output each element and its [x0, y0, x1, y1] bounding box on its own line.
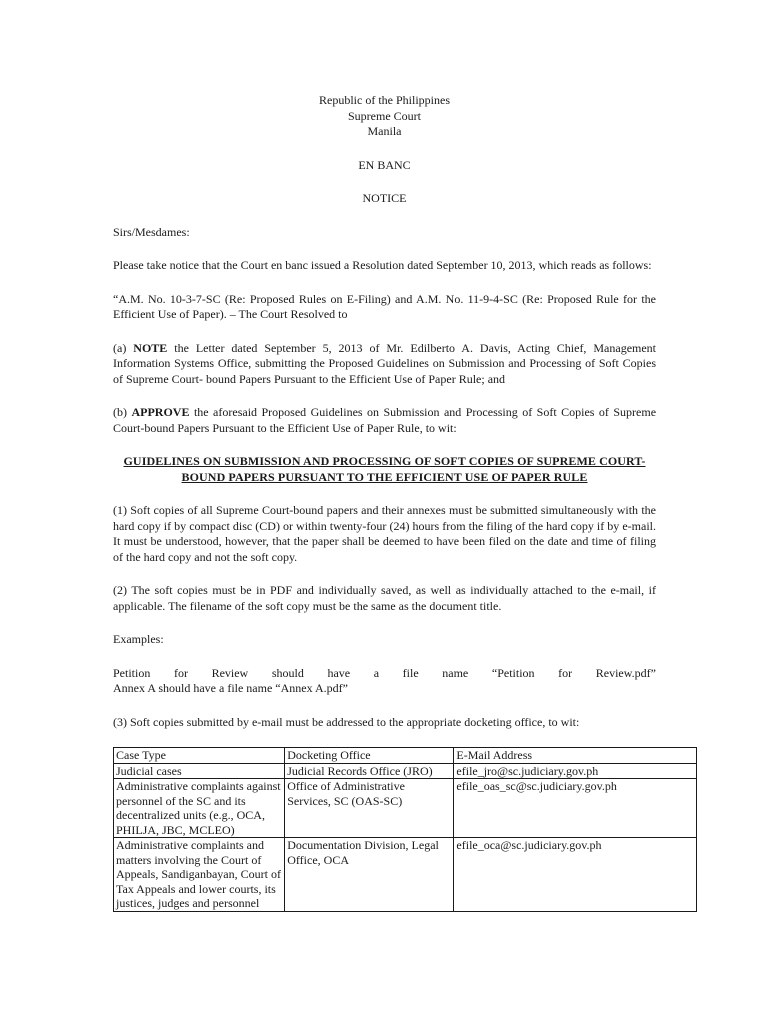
- en-banc-heading: EN BANC: [358, 157, 411, 172]
- notice-heading: NOTICE: [362, 191, 407, 205]
- paragraph-2: (2) The soft copies must be in PDF and individually saved, as well as individually attached to the e-mail, if applicable. The filename of the soft copy must be the same as the document title.: [113, 583, 656, 613]
- table-cell: Judicial Records Office (JRO): [285, 763, 454, 779]
- header-republic: Republic of the Philippines: [319, 93, 450, 107]
- paragraph-1: (1) Soft copies of all Supreme Court-bound papers and their annexes must be submitted simultaneously with the hard copy if by compact disc (CD) or within twenty-four (24) hours from the filing of the hard copy if by e-mail. It must be understood, however, that the paper shall be deemed to have been filed on the date and time of filing of the hard copy and not the soft copy.: [113, 503, 656, 564]
- item-a-bold: NOTE: [133, 340, 168, 355]
- item-a-paragraph: [113, 341, 656, 388]
- header-supreme-court: Supreme Court: [348, 108, 421, 123]
- resolution-quote: “A.M. No. 10-3-7-SC (Re: Proposed Rules on E-Filing) and A.M. No. 11-9-4-SC (Re: Proposed Rule for the Efficient Use of Paper). – The Court Resolved to: [113, 291, 656, 321]
- table-header-cell: E-Mail Address: [454, 748, 697, 764]
- intro-paragraph: Please take notice that the Court en banc issued a Resolution dated September 10, 2013, which reads as follows:: [113, 258, 652, 272]
- example-1-word: name: [442, 665, 469, 680]
- paragraph-3: (3) Soft copies submitted by e-mail must be addressed to the appropriate docketing office, to wit:: [113, 714, 580, 729]
- table-header-cell: Case Type: [114, 748, 285, 764]
- table-cell: Administrative complaints against personnel of the SC and its decentralized units (e.g., OCA, PHILJA, JBC, MCLEO): [114, 779, 285, 838]
- item-b-paragraph: [113, 405, 656, 436]
- table-cell: Judicial cases: [114, 763, 285, 779]
- guidelines-title-line-2: BOUND PAPERS PURSUANT TO THE EFFICIENT USE OF PAPER RULE: [181, 469, 588, 484]
- table-row: [114, 763, 697, 779]
- table-cell: efile_oca@sc.judiciary.gov.ph: [454, 838, 697, 912]
- example-1-word: Petition: [113, 665, 151, 680]
- table-row: [114, 779, 697, 838]
- example-1-line: [113, 666, 656, 682]
- example-1-word: for: [558, 665, 573, 680]
- example-2-line: Annex A should have a file name “Annex A.pdf”: [113, 681, 348, 695]
- example-1-word: have: [327, 665, 351, 680]
- table-cell: Administrative complaints and matters involving the Court of Appeals, Sandiganbayan, Court of Tax Appeals and lower courts, its justices, judges and personnel: [114, 838, 285, 912]
- table-cell: efile_jro@sc.judiciary.gov.ph: [454, 763, 697, 779]
- item-a-prefix: (a): [113, 340, 127, 355]
- court-header: [113, 93, 656, 140]
- examples-label: Examples:: [113, 632, 164, 646]
- example-1-word: should: [271, 665, 304, 680]
- table-cell: efile_oas_sc@sc.judiciary.gov.ph: [454, 779, 697, 838]
- example-1-word: file: [402, 665, 419, 680]
- docketing-table: [113, 747, 697, 912]
- guidelines-title-line-1: GUIDELINES ON SUBMISSION AND PROCESSING OF SOFT COPIES OF SUPREME COURT-: [123, 454, 646, 468]
- table-header-cell: Docketing Office: [285, 748, 454, 764]
- guidelines-title: [113, 454, 656, 485]
- item-a-text: the Letter dated September 5, 2013 of Mr. Edilberto A. Davis, Acting Chief, Management Information Systems Office, submitting the Proposed Guidelines on Submission and Processing of Soft Copies of Supreme Court- bound Papers Pursuant to the Efficient Use of Paper Rule; and: [113, 340, 657, 386]
- table-row: [114, 838, 697, 912]
- table-cell: Documentation Division, Legal Office, OCA: [285, 838, 454, 912]
- document-body: [113, 93, 656, 912]
- example-1-word: Review: [211, 665, 249, 680]
- salutation: Sirs/Mesdames:: [113, 224, 190, 239]
- example-1-word: Review.pdf”: [595, 665, 656, 680]
- table-cell: Office of Administrative Services, SC (OAS-SC): [285, 779, 454, 838]
- item-b-bold: APPROVE: [131, 405, 190, 419]
- example-1-word: a: [373, 665, 380, 680]
- table-header-row: [114, 748, 697, 764]
- header-manila: Manila: [367, 124, 402, 138]
- item-b-text: the aforesaid Proposed Guidelines on Submission and Processing of Soft Copies of Supreme Court-bound Papers Pursuant to the Efficient Use of Paper Rule, to wit:: [113, 405, 657, 435]
- item-b-prefix: (b): [113, 405, 127, 419]
- example-1-word: “Petition: [491, 665, 535, 680]
- example-1-word: for: [173, 665, 188, 680]
